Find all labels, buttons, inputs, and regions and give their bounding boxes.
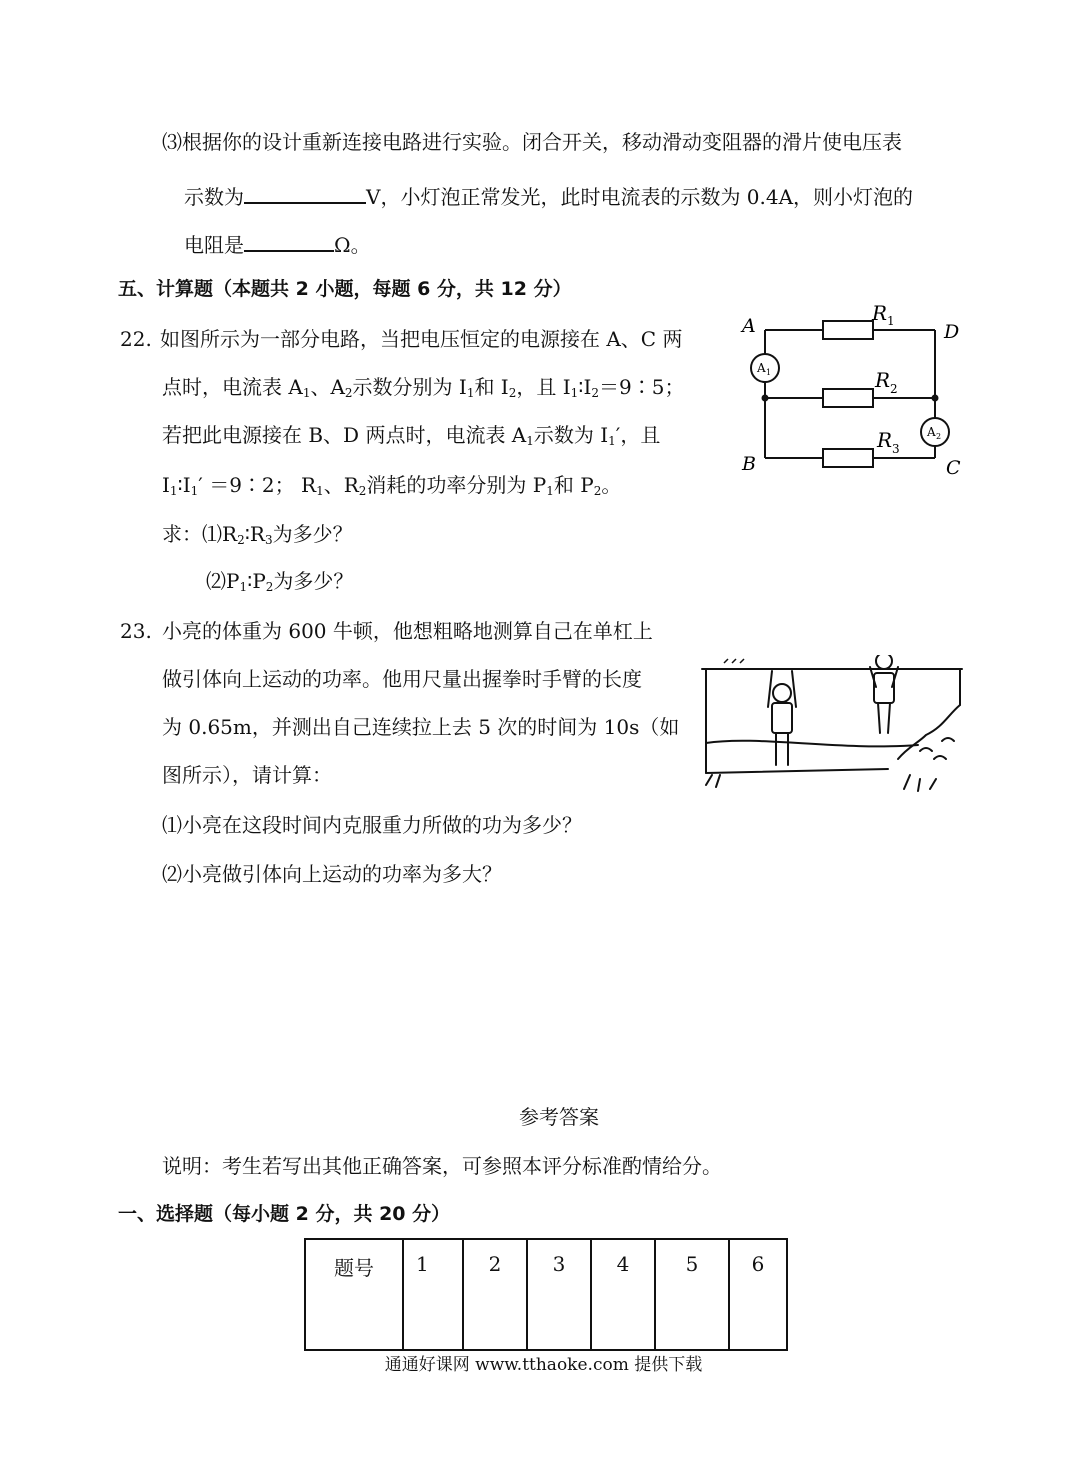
child2-head (876, 655, 892, 669)
q22-l2-e: 示数分别为 I (352, 375, 467, 399)
q22-line2 (162, 373, 684, 407)
junction-right (932, 395, 939, 402)
node-label-c: C (946, 457, 961, 479)
table-cell: 6 (729, 1239, 787, 1350)
q21-part3-line3 (184, 228, 371, 259)
q22-l2-g: 和 I (474, 375, 509, 399)
r2-sub: 2 (890, 382, 898, 396)
child1-legs (776, 733, 788, 765)
section5-title: 五、计算题（本题共 2 小题，每题 6 分，共 12 分） (118, 278, 572, 300)
q22-ask1-e: 为多少？ (272, 522, 353, 546)
q22-l3-d: 1 (608, 434, 616, 448)
q22-l4-f: 1 (316, 484, 324, 498)
child1-head (773, 684, 791, 702)
q22-l4-k: 和 P (553, 473, 594, 497)
q22-line3 (162, 421, 660, 455)
q23-ask1: ⑴小亮在这段时间内克服重力所做的功为多少？ (162, 813, 582, 837)
q23-line1: 小亮的体重为 600 牛顿，他想粗略地测算自己在单杠上 (162, 619, 653, 643)
ammeter-a2-label: A (927, 425, 936, 439)
ammeter-a2-sub: 2 (936, 432, 942, 441)
q22-l4-d: 1 (190, 484, 199, 498)
q22-l2-h: 2 (508, 386, 517, 400)
q23-number: 23. (120, 619, 152, 643)
q22-ask2-a: ⑵P (206, 569, 240, 593)
q22-l2-k: ∶I (578, 375, 592, 399)
q22-line1: 如图所示为一部分电路，当把电压恒定的电源接在 A、C 两 (160, 327, 683, 351)
q22-ask1 (162, 520, 353, 554)
q22-l2-f: 1 (466, 386, 475, 400)
q22-l4-i: 消耗的功率分别为 P (366, 473, 547, 497)
node-label-d: D (944, 321, 960, 343)
q23-ask2: ⑵小亮做引体向上运动的功率为多大？ (162, 862, 502, 886)
q22-l4-l: 2 (593, 484, 602, 498)
table-cell-header: 题号 (305, 1239, 403, 1350)
node-label-b: B (742, 453, 756, 475)
q22-l4-m: 。 (601, 473, 622, 497)
q22-l4-e: ′ ＝9∶2； R (198, 473, 317, 497)
rock-edge (898, 705, 960, 759)
q23-line2: 做引体向上运动的功率。他用尺量出握拳时手臂的长度 (162, 667, 642, 691)
grass-marks (920, 738, 954, 759)
r3-label: R (877, 428, 893, 452)
q22-l4-a: I (162, 473, 170, 497)
q22-ask2-b: 1 (239, 580, 248, 594)
table-cell: 5 (655, 1239, 729, 1350)
table-cell: 1 (403, 1239, 463, 1350)
q22-l2-l: 2 (591, 386, 600, 400)
q22-ask2-d: 2 (265, 580, 274, 594)
table-row (305, 1239, 787, 1350)
q21-line3-text-b: Ω。 (334, 233, 371, 257)
pullup-illustration (698, 655, 968, 795)
q22-l3-e: ′，且 (615, 423, 661, 447)
ground-line (706, 741, 918, 773)
junction-left (762, 395, 769, 402)
r1-label: R (872, 301, 888, 325)
q22-l2-c: 、A (310, 375, 345, 399)
q22-l2-j: 1 (570, 386, 579, 400)
q22-l3-c: 示数为 I (533, 423, 609, 447)
q22-ask2-e: 为多少？ (273, 569, 354, 593)
q22-l2-d: 2 (344, 386, 353, 400)
table-cell: 4 (591, 1239, 655, 1350)
answers-note: 说明：考生若写出其他正确答案，可参照本评分标准酌情给分。 (162, 1154, 722, 1178)
resistor-r2 (823, 389, 873, 407)
q22-ask1-d: 3 (264, 533, 273, 547)
q23-line3: 为 0.65m，并测出自己连续拉上去 5 次的时间为 10s（如 (162, 715, 680, 739)
answers-title: 参考答案 (519, 1105, 599, 1129)
q22-ask1-b: 2 (237, 533, 245, 547)
node-label-a: A (742, 315, 756, 337)
q22-l4-b: 1 (169, 484, 178, 498)
q23-line4: 图所示），请计算： (162, 763, 332, 787)
q22-l2-i: ，且 I (516, 375, 571, 399)
child1-body (772, 703, 792, 733)
table-cell: 3 (527, 1239, 591, 1350)
q22-ask1-c: ∶R (244, 522, 265, 546)
ammeter-a1-label: A (757, 361, 766, 375)
r2-label: R (875, 368, 891, 392)
q22-line4 (162, 471, 621, 505)
section1-title: 一、选择题（每小题 2 分，共 20 分） (118, 1203, 451, 1225)
q22-l2-m: ＝9∶5； (599, 375, 685, 399)
resistance-answer-blank[interactable] (244, 228, 334, 252)
q21-part3-line2 (184, 180, 913, 211)
table-cell: 2 (463, 1239, 527, 1350)
q22-l4-j: 1 (546, 484, 554, 498)
resistor-r1 (823, 321, 873, 339)
q22-l3-a: 若把此电源接在 B、D 两点时，电流表 A (162, 423, 527, 447)
q22-l2-b: 1 (302, 386, 311, 400)
ammeter-a1-sub: 1 (766, 368, 772, 377)
answer-table (304, 1238, 788, 1351)
q21-part3-line1: ⑶根据你的设计重新连接电路进行实验。闭合开关，移动滑动变阻器的滑片使电压表 (162, 130, 902, 154)
r3-sub: 3 (892, 442, 900, 456)
circuit-diagram (730, 300, 970, 480)
grass-tufts (706, 775, 936, 791)
q22-ask2 (206, 567, 353, 601)
q22-l2-a: 点时，电流表 A (162, 375, 303, 399)
motion-marks (724, 659, 744, 663)
q22-ask2-c: ∶P (247, 569, 266, 593)
q22-l4-g: 、R (323, 473, 359, 497)
q21-line2-text-b: V，小灯泡正常发光，此时电流表的示数为 0.4A，则小灯泡的 (366, 185, 914, 209)
footer-text: 通通好课网 www.tthaoke.com 提供下载 (384, 1355, 703, 1375)
child2-body (874, 673, 894, 703)
child2-legs (878, 703, 890, 733)
r1-sub: 1 (887, 314, 895, 328)
q22-l4-h: 2 (358, 484, 367, 498)
q22-l3-b: 1 (526, 434, 534, 448)
q21-line3-text-a: 电阻是 (184, 233, 244, 257)
resistor-r3 (823, 449, 873, 467)
q22-number: 22. (120, 327, 152, 351)
voltage-answer-blank[interactable] (244, 180, 366, 204)
q21-line2-text-a: 示数为 (184, 185, 244, 209)
q22-ask1-a: 求：⑴R (162, 522, 238, 546)
q22-l4-c: ∶I (177, 473, 191, 497)
